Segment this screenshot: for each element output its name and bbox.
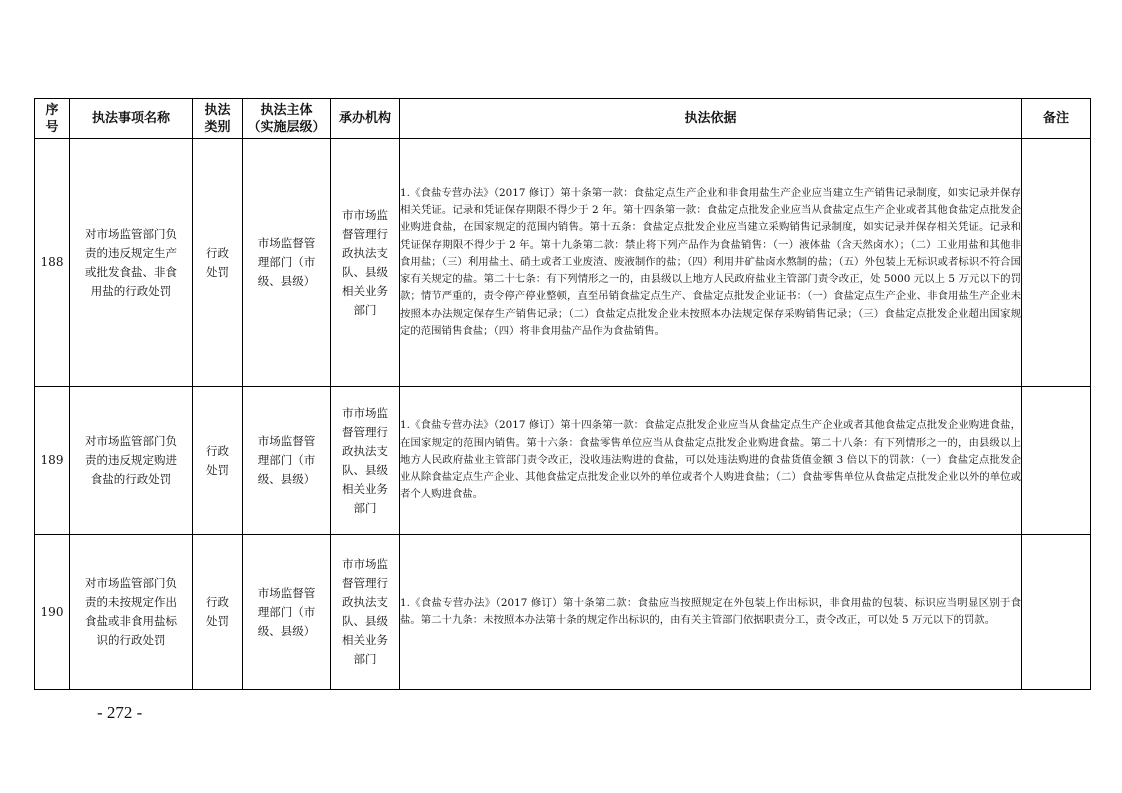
header-category — [193, 99, 243, 139]
agency-line: 相关业务 — [342, 633, 388, 647]
row-seq: 189 — [35, 387, 70, 535]
row-category — [193, 535, 243, 690]
enforcement-table — [34, 98, 1091, 690]
subject-line: 理部门（市 — [257, 453, 316, 467]
item-name-line: 用盐的行政处罚 — [90, 283, 172, 298]
row-category — [193, 387, 243, 535]
agency-line: 市市场监 — [342, 207, 388, 222]
subject-line: 理部门（市 — [257, 255, 316, 269]
row-remark — [1022, 139, 1091, 387]
header-agency: 承办机构 — [331, 99, 400, 139]
agency-line: 政执法支 — [342, 443, 388, 458]
row-subject — [243, 387, 331, 535]
agency-line: 督管理行 — [342, 576, 388, 590]
subject-line: 级、县级） — [257, 472, 316, 486]
table-row — [35, 139, 1091, 387]
header-category-line: 执法 — [204, 102, 231, 118]
item-name-line: 责的违反规定生产 — [85, 245, 177, 260]
item-name-line: 责的违反规定购进 — [85, 453, 177, 467]
row-basis: 1.《食盐专营办法》（2017 修订）第十四条第一款：食盐定点批发企业应当从食盐定点生产企业或者其他食盐定点批发企业购进食盐，在国家规定的范围内销售。第十六条：食盐零售单位应当从食盐定点批发企业购进食盐。第二十八条：有下列情形之一的，由县级以上地方人民政府盐业主管部门责令改正，没收违法购进的食盐，可以处违法购进的食盐货值金额 3 倍以下的罚款：（一）食盐定点批发企业从除食盐定点生产企业、其他食盐定点批发企业以外的单位或者个人购进食盐；（二）食盐零售单位从食盐定点批发企业以外的单位或者个人购进食盐。 — [400, 387, 1022, 535]
subject-line: 市场监督管 — [257, 236, 316, 250]
agency-line: 队、县级 — [342, 462, 388, 477]
header-seq-line: 序 — [45, 102, 59, 118]
subject-line: 级、县级） — [257, 623, 316, 638]
row-seq: 190 — [35, 535, 70, 690]
table-row — [35, 535, 1091, 690]
row-basis: 1.《食盐专营办法》（2017 修订）第十条第二款：食盐应当按照规定在外包装上作出标识，非食用盐的包装、标识应当明显区别于食盐。第二十九条：未按照本办法第十条的规定作出标识的，由有关主管部门依据职责分工，责令改正，可以处 5 万元以下的罚款。 — [400, 535, 1022, 690]
agency-line: 队、县级 — [342, 264, 388, 279]
item-name-line: 食盐的行政处罚 — [90, 472, 172, 486]
category-line: 处罚 — [206, 462, 229, 477]
header-item-name: 执法事项名称 — [70, 99, 193, 139]
header-category-line: 类别 — [204, 119, 231, 135]
category-line: 行政 — [206, 595, 229, 609]
agency-line: 市市场监 — [342, 557, 388, 571]
agency-line: 市市场监 — [342, 405, 388, 420]
subject-line: 市场监督管 — [257, 434, 316, 448]
header-remark: 备注 — [1022, 99, 1091, 139]
row-subject — [243, 535, 331, 690]
agency-line: 政执法支 — [342, 595, 388, 609]
category-line: 行政 — [206, 245, 229, 260]
category-line: 行政 — [206, 443, 229, 458]
item-name-line: 或批发食盐、非食 — [85, 264, 177, 279]
header-basis: 执法依据 — [400, 99, 1022, 139]
item-name-line: 责的未按规定作出 — [85, 595, 177, 609]
row-remark — [1022, 535, 1091, 690]
header-subject-line: 执法主体 — [260, 102, 313, 118]
item-name-line: 对市场监管部门负 — [85, 434, 177, 448]
page-number: - 272 - — [97, 703, 143, 722]
row-item-name — [70, 535, 193, 690]
agency-line: 部门 — [353, 652, 377, 666]
row-category — [193, 139, 243, 387]
row-agency — [331, 387, 400, 535]
row-item-name — [70, 387, 193, 535]
row-basis: 1.《食盐专营办法》（2017 修订）第十条第一款：食盐定点生产企业和非食用盐生产企业应当建立生产销售记录制度，如实记录并保存相关凭证。记录和凭证保存期限不得少于 2 年。第十四条第一款：食盐定点批发企业应当从食盐定点生产企业或者其他食盐定点批发企业购进食盐，在国家规定的范围内销售。第十五条：食盐定点批发企业应当建立采购销售记录制度，如实记录并保存相关凭证。记录和凭证保存期限不得少于 2 年。第十九条第二款：禁止将下列产品作为食盐销售：（一）液体盐（含天然卤水）；（二）工业用盐和其他非食用盐；（三）利用盐土、硝土或者工业废渣、废液制作的盐；（四）利用井矿盐卤水熬制的盐；（五）外包装上无标识或者标识不符合国家有关规定的盐。第二十七条：有下列情形之一的，由县级以上地方人民政府盐业主管部门责令改正，处 5000 元以上 5 万元以下的罚款；情节严重的，责令停产停业整顿，直至吊销食盐定点生产、食盐定点批发企业证书：（一）食盐定点生产企业、非食用盐生产企业未按照本办法规定保存生产销售记录；（二）食盐定点批发企业未按照本办法规定保存采购销售记录；（三）食盐定点批发企业超出国家规定的范围销售食盐；（四）将非食用盐产品作为食盐销售。 — [400, 139, 1022, 387]
table-header-row — [35, 99, 1091, 139]
agency-line: 政执法支 — [342, 245, 388, 260]
header-seq — [35, 99, 70, 139]
row-seq: 188 — [35, 139, 70, 387]
agency-line: 相关业务 — [342, 283, 388, 298]
item-name-line: 对市场监管部门负 — [85, 226, 177, 241]
header-seq-line: 号 — [45, 119, 59, 135]
agency-line: 督管理行 — [342, 424, 388, 439]
subject-line: 级、县级） — [257, 274, 316, 288]
agency-line: 督管理行 — [342, 226, 388, 241]
agency-line: 部门 — [353, 500, 377, 515]
agency-line: 相关业务 — [342, 481, 388, 496]
table-row — [35, 387, 1091, 535]
row-subject — [243, 139, 331, 387]
row-remark — [1022, 387, 1091, 535]
item-name-line: 对市场监管部门负 — [85, 576, 177, 590]
row-item-name — [70, 139, 193, 387]
header-subject-line: （实施层级） — [247, 119, 326, 135]
item-name-line: 识的行政处罚 — [96, 633, 166, 647]
row-agency — [331, 535, 400, 690]
agency-line: 队、县级 — [342, 614, 388, 628]
item-name-line: 食盐或非食用盐标 — [85, 614, 177, 628]
category-line: 处罚 — [206, 264, 229, 279]
agency-line: 部门 — [353, 302, 377, 317]
subject-line: 市场监督管 — [257, 585, 316, 600]
category-line: 处罚 — [206, 614, 229, 628]
subject-line: 理部门（市 — [257, 604, 316, 619]
row-agency — [331, 139, 400, 387]
header-subject — [243, 99, 331, 139]
